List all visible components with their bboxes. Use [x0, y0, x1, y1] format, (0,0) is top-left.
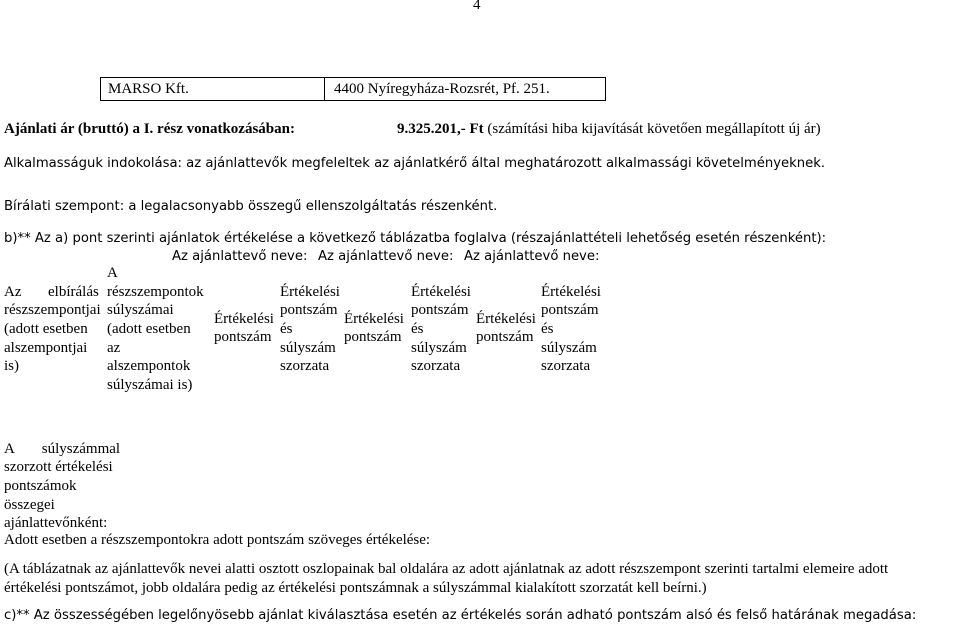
col1-line-4: alszempontjai — [4, 340, 88, 356]
b3-weighted-line-5: szorzata — [541, 358, 591, 374]
col1-line-5: is) — [4, 358, 19, 374]
textual-evaluation: Adott esetben a részszempontokra adott pontszám szöveges értékelése: — [4, 532, 431, 548]
price-label: Ajánlati ár (bruttó) a I. rész vonatkozásában: — [4, 121, 295, 137]
col2-line-1: A — [107, 265, 118, 281]
bidder-header-1: Az ajánlattevő neve: — [172, 249, 308, 264]
company-box-divider — [324, 78, 325, 100]
col2-line-6: alszempontok — [107, 358, 191, 374]
totals-line-5: ajánlattevőnként: — [4, 515, 108, 531]
b1-weighted-line-4: súlyszám — [280, 340, 336, 356]
point-c-text: c)** Az összességében legelőnyösebb ajánlat kiválasztása esetén az értékelés során adható pontszám alsó és felső határának megadása: — [4, 608, 917, 623]
page-number: 4 — [473, 0, 481, 13]
b3-weighted-line-3: és — [541, 321, 554, 337]
price-amount: 9.325.201,- Ft — [397, 121, 484, 137]
company-box — [100, 77, 606, 101]
criterion-text: Bírálati szempont: a legalacsonyabb összegű ellenszolgáltatás részenként. — [4, 199, 498, 214]
bidder-2-score: Értékelési pontszám — [344, 311, 404, 345]
company-name: MARSO Kft. — [108, 81, 189, 97]
b2-weighted-line-5: szorzata — [411, 358, 461, 374]
col1-line-3: (adott esetben — [4, 321, 88, 337]
col2-line-4: (adott esetben — [107, 321, 191, 337]
bidder-3-score: Értékelési pontszám — [476, 311, 536, 345]
col2-line-5: az — [107, 340, 121, 356]
totals-line-3: pontszámok — [4, 478, 77, 494]
company-address: 4400 Nyíregyháza-Rozsrét, Pf. 251. — [334, 81, 550, 97]
point-b-text: b)** Az a) pont szerinti ajánlatok értékelése a következő táblázatba foglalva (részajánlattételi lehetőség esetén részenként): — [4, 231, 827, 246]
note-line-1: (A táblázatnak az ajánlattevők nevei alatti osztott oszlopainak bal oldalára az adott ajánlatnak az adott részszempont szerinti tartalmi elemeire adott — [4, 561, 889, 577]
note-line-2: értékelési pontszámot, jobb oldalára pedig az értékelési pontszámnak a súlyszámmal kialakított szorzatát kell beírni.) — [4, 580, 707, 596]
col1-line-2: részszempontjai — [4, 302, 101, 318]
b1-weighted-line-3: és — [280, 321, 293, 337]
bidder-header-3: Az ajánlattevő neve: — [464, 249, 600, 264]
totals-line-4: összegei — [4, 497, 55, 513]
b2-weighted-line-1: Értékelési — [411, 284, 471, 300]
b2-weighted-line-3: és — [411, 321, 424, 337]
col2-line-3: súlyszámai — [107, 302, 174, 318]
b1-weighted-line-5: szorzata — [280, 358, 330, 374]
totals-line-2: szorzott értékelési — [4, 459, 113, 475]
col2-line-2: részszempontok — [107, 284, 204, 300]
b1-weighted-line-2: pontszám — [280, 302, 338, 318]
col1-word-2: elbírálás — [48, 284, 99, 300]
totals-line-1: A súlyszámmal — [4, 441, 121, 457]
b3-weighted-line-2: pontszám — [541, 302, 599, 318]
bidder-header-2: Az ajánlattevő neve: — [318, 249, 454, 264]
suitability-text: Alkalmasságuk indokolása: az ajánlattevők megfeleltek az ajánlatkérő által meghatározott alkalmassági követelményeknek. — [4, 156, 826, 171]
b1-weighted-line-1: Értékelési — [280, 284, 340, 300]
price-value — [397, 120, 821, 138]
col1-line-1: Az — [4, 284, 22, 300]
b3-weighted-line-4: súlyszám — [541, 340, 597, 356]
bidder-1-score: Értékelési pontszám — [214, 311, 274, 345]
col2-line-7: súlyszámai is) — [107, 377, 193, 393]
b2-weighted-line-4: súlyszám — [411, 340, 467, 356]
b2-weighted-line-2: pontszám — [411, 302, 469, 318]
b3-weighted-line-1: Értékelési — [541, 284, 601, 300]
price-note: (számítási hiba kijavítását követően megállapított új ár) — [483, 121, 821, 137]
